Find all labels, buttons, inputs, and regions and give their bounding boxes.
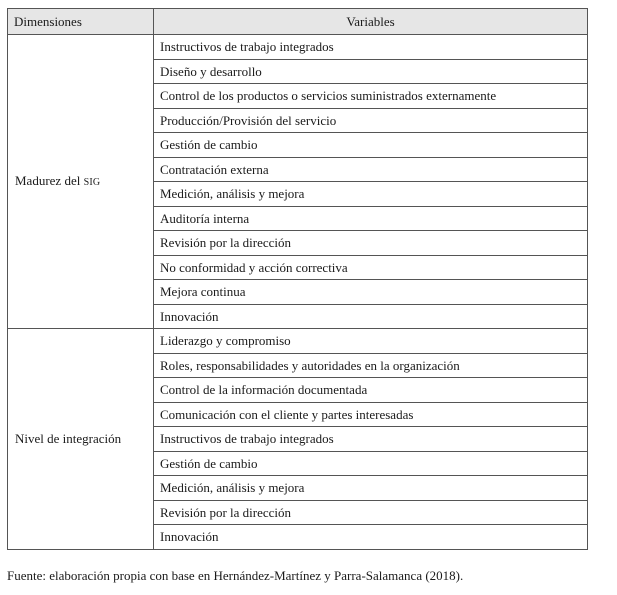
header-row — [8, 9, 588, 35]
variable-cell: Medición, análisis y mejora — [154, 182, 588, 207]
variable-cell: Mejora continua — [154, 280, 588, 305]
dimension-cell — [8, 329, 154, 550]
variable-cell: Innovación — [154, 525, 588, 550]
source-note: Fuente: elaboración propia con base en Hernández-Martínez y Parra-Salamanca (2018). — [7, 568, 464, 583]
variable-cell: Contratación externa — [154, 157, 588, 182]
variable-cell: Medición, análisis y mejora — [154, 476, 588, 501]
dimensions-variables-table-container — [7, 8, 587, 550]
variable-cell: Control de los productos o servicios suministrados externamente — [154, 84, 588, 109]
variable-cell: Roles, responsabilidades y autoridades en la organización — [154, 353, 588, 378]
table-row — [8, 35, 588, 60]
variable-cell: Diseño y desarrollo — [154, 59, 588, 84]
dimension-label: Madurez del — [15, 172, 84, 188]
header-variables: Variables — [154, 9, 588, 35]
variable-cell: Control de la información documentada — [154, 378, 588, 403]
dimension-cell — [8, 35, 154, 329]
dimensions-variables-table — [7, 8, 588, 550]
table-row — [8, 329, 588, 354]
table-body — [8, 35, 588, 550]
variable-cell: Instructivos de trabajo integrados — [154, 427, 588, 452]
variable-cell: Revisión por la dirección — [154, 231, 588, 256]
header-dimensions: Dimensiones — [8, 9, 154, 35]
dimension-acronym: SIG — [83, 176, 101, 188]
variable-cell: Producción/Provisión del servicio — [154, 108, 588, 133]
table-header — [8, 9, 588, 35]
dimension-label: Nivel de integración — [15, 431, 122, 446]
variable-cell: Comunicación con el cliente y partes interesadas — [154, 402, 588, 427]
variable-cell: Gestión de cambio — [154, 133, 588, 158]
variable-cell: Instructivos de trabajo integrados — [154, 35, 588, 60]
variable-cell: Auditoría interna — [154, 206, 588, 231]
variable-cell: Gestión de cambio — [154, 451, 588, 476]
variable-cell: Revisión por la dirección — [154, 500, 588, 525]
variable-cell: No conformidad y acción correctiva — [154, 255, 588, 280]
variable-cell: Innovación — [154, 304, 588, 329]
variable-cell: Liderazgo y compromiso — [154, 329, 588, 354]
